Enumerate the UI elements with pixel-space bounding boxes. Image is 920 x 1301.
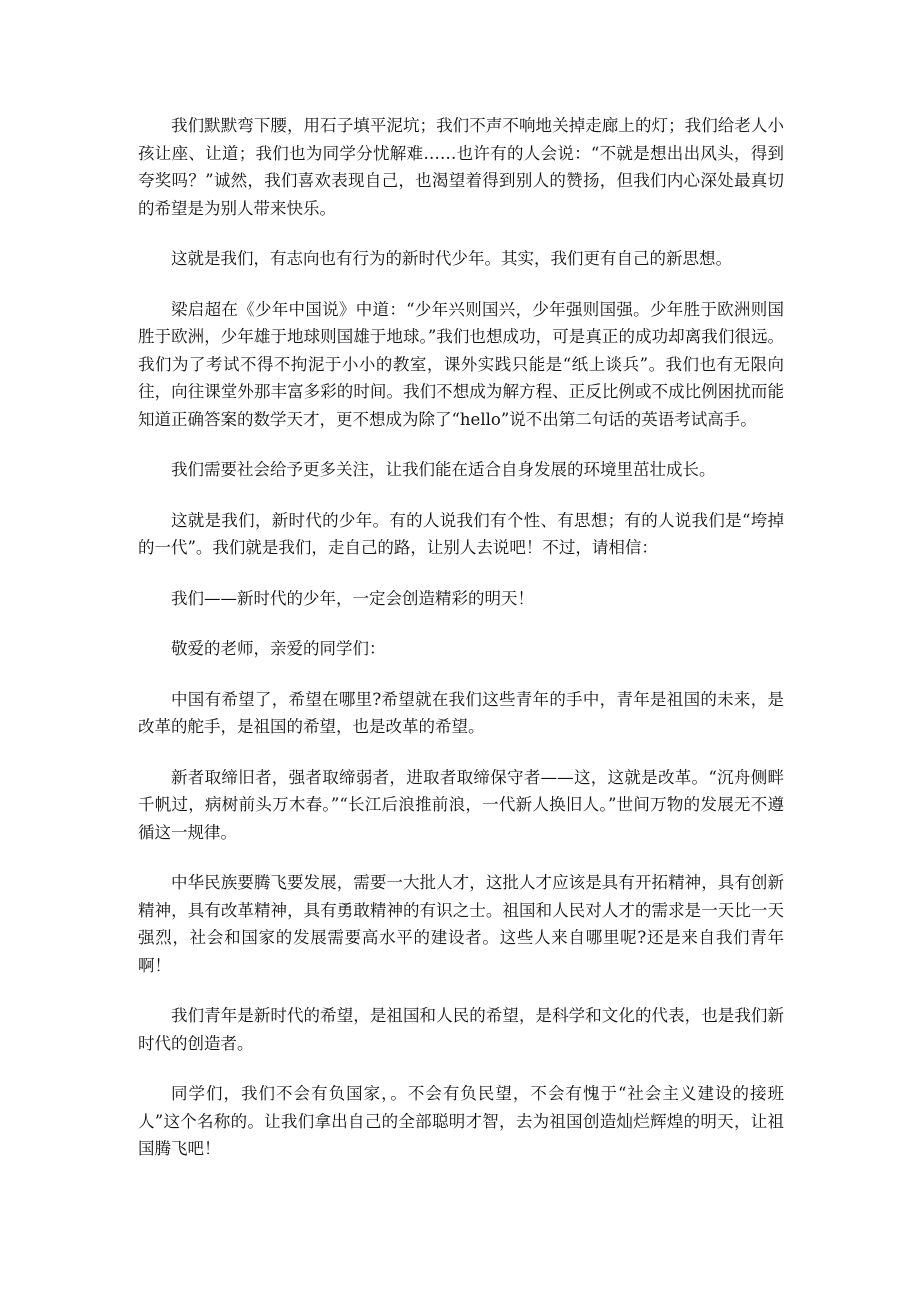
- paragraph-8: 中国有希望了，希望在哪里?希望就在我们这些青年的手中，青年是祖国的未来，是改革的舵手，是祖国的希望，也是改革的希望。: [138, 689, 784, 736]
- paragraph-5: 这就是我们，新时代的少年。有的人说我们有个性、有思想；有的人说我们是“垮掉的一代”。我们就是我们，走自己的路，让别人去说吧！不过，请相信：: [138, 510, 784, 557]
- paragraph-9: 新者取缔旧者，强者取缔弱者，进取者取缔保守者——这，这就是改革。“沉舟侧畔千帆过，病树前头万木春。”“长江后浪推前浪，一代新人换旧人。”世间万物的发展无不遵循这一规律。: [138, 767, 784, 842]
- paragraph-7: 敬爱的老师，亲爱的同学们：: [171, 639, 386, 658]
- paragraph-2: 这就是我们，有志向也有行为的新时代少年。其实，我们更有自己的新思想。: [171, 249, 732, 268]
- paragraph-11: 我们青年是新时代的希望，是祖国和人民的希望，是科学和文化的代表，也是我们新时代的创造者。: [138, 1006, 784, 1053]
- paragraph-1: 我们默默弯下腰，用石子填平泥坑；我们不声不响地关掉走廊上的灯；我们给老人小孩让座、让道；我们也为同学分忧解难……也许有的人会说：“不就是想出出风头，得到夸奖吗？”诚然，我们喜欢表现自己，也渴望着得到别人的赞扬，但我们内心深处最真切的希望是为别人带来快乐。: [138, 116, 784, 218]
- paragraph-12: 同学们，我们不会有负国家，。不会有负民望，不会有愧于“社会主义建设的接班人”这个名称的。让我们拿出自己的全部聪明才智，去为祖国创造灿烂辉煌的明天，让祖国腾飞吧！: [138, 1084, 784, 1158]
- paragraph-3: 梁启超在《少年中国说》中道：“少年兴则国兴，少年强则国强。少年胜于欧洲则国胜于欧洲，少年雄于地球则国雄于地球。”我们也想成功，可是真正的成功却离我们很远。我们为了考试不得不拘泥于小小的教室，课外实践只能是“纸上谈兵”。我们也有无限向往，向往课堂外那丰富多彩的时间。我们不想成为解方程、正反比例或不成比例困扰而能知道正确答案的数学天才，更不想成为除了“hello”说不出第二句话的英语考试高手。: [138, 299, 784, 429]
- paragraph-6: 我们——新时代的少年，一定会创造精彩的明天！: [171, 588, 534, 608]
- document-body: [138, 112, 784, 1186]
- paragraph-10: 中华民族要腾飞要发展，需要一大批人才，这批人才应该是具有开拓精神，具有创新精神，具有改革精神，具有勇敢精神的有识之士。祖国和人民对人才的需求是一天比一天强烈，社会和国家的发展需要高水平的建设者。这些人来自哪里呢?还是来自我们青年啊！: [138, 873, 784, 975]
- paragraph-4: 我们需要社会给予更多关注，让我们能在适合自身发展的环境里茁壮成长。: [171, 460, 716, 479]
